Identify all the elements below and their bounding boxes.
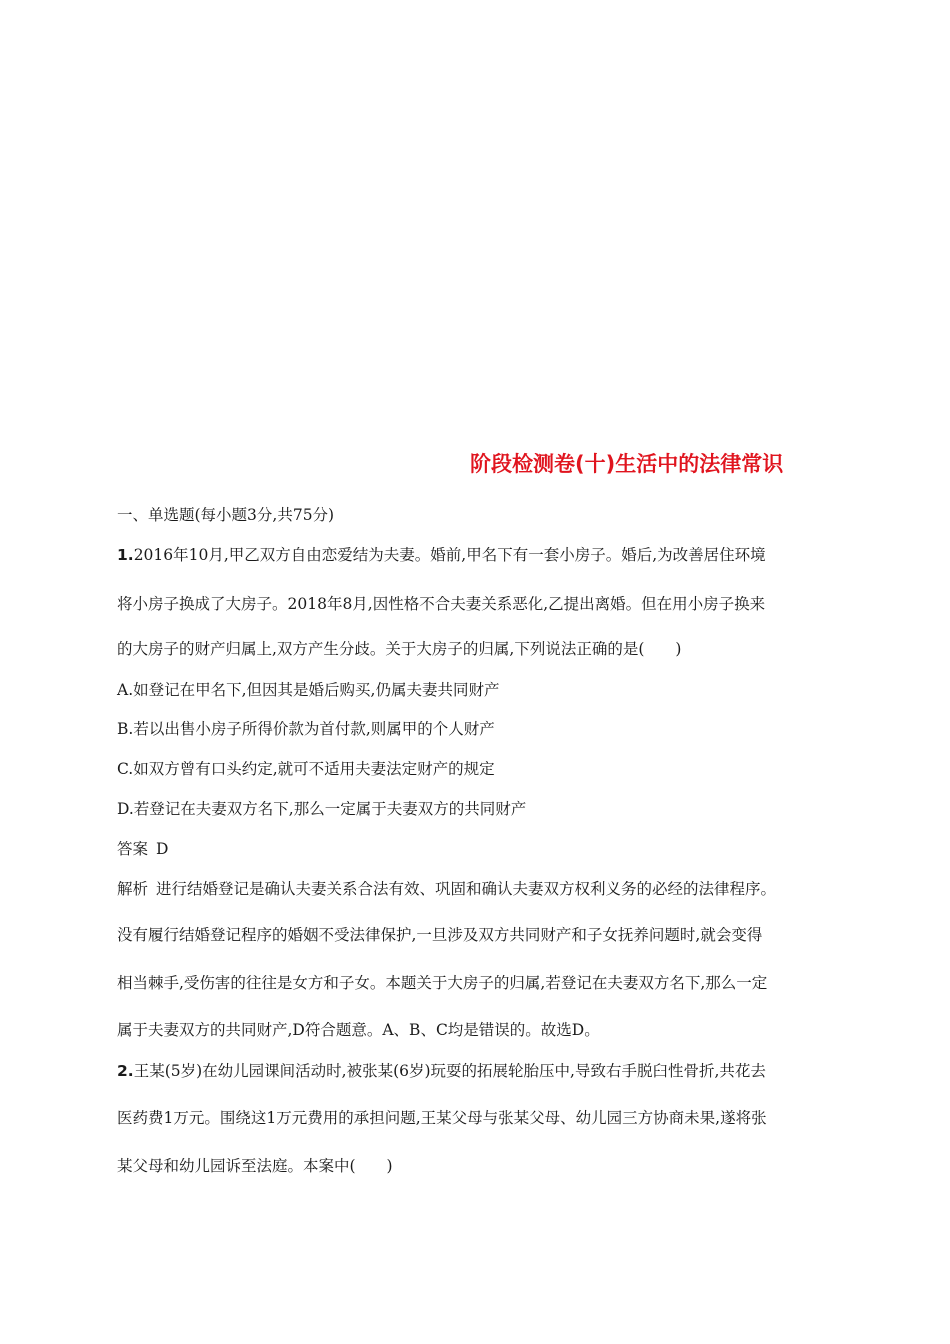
q1-text-1: 2016年10月,甲乙双方自由恋爱结为夫妻。婚前,甲名下有一套小房子。婚后,为改善居住环境 [133,546,766,564]
q1-option-d: D.若登记在夫妻双方名下,那么一定属于夫妻双方的共同财产 [117,800,527,818]
q2-line-3: 某父母和幼儿园诉至法庭。本案中( ) [117,1157,393,1175]
q1-answer [117,839,168,859]
q1-analysis-line-3: 相当棘手,受伤害的往往是女方和子女。本题关于大房子的归属,若登记在夫妻双方名下,那么一定 [117,974,768,992]
q2-number: 2. [117,1062,134,1080]
q1-number: 1. [117,546,134,564]
q1-line-1 [117,545,766,565]
q1-analysis-line-2: 没有履行结婚登记程序的婚姻不受法律保护,一旦涉及双方共同财产和子女抚养问题时,就会变得 [117,926,763,944]
q2-text-1: 王某(5岁)在幼儿园课间活动时,被张某(6岁)玩耍的拓展轮胎压中,导致右手脱臼性骨折,共花去 [133,1062,766,1080]
q1-analysis-line-4: 属于夫妻双方的共同财产,D符合题意。A、B、C均是错误的。故选D。 [117,1021,600,1039]
q1-analysis-line-1 [117,879,776,899]
analysis-label: 解析 [117,880,149,898]
q2-line-2: 医药费1万元。围绕这1万元费用的承担问题,王某父母与张某父母、幼儿园三方协商未果,遂将张 [117,1109,767,1127]
q1-option-c: C.如双方曾有口头约定,就可不适用夫妻法定财产的规定 [117,760,495,778]
section-heading: 一、单选题(每小题3分,共75分) [117,506,335,524]
answer-value: D [156,840,169,858]
q1-option-a: A.如登记在甲名下,但因其是婚后购买,仍属夫妻共同财产 [117,681,500,699]
answer-label: 答案 [117,840,149,858]
q1-option-b: B.若以出售小房子所得价款为首付款,则属甲的个人财产 [117,720,495,738]
q2-line-1 [117,1061,766,1081]
page-title: 阶段检测卷(十)生活中的法律常识 [470,452,784,476]
q1-line-2: 将小房子换成了大房子。2018年8月,因性格不合夫妻关系恶化,乙提出离婚。但在用小房子换来 [117,595,766,613]
analysis-text-1: 进行结婚登记是确认夫妻关系合法有效、巩固和确认夫妻双方权利义务的必经的法律程序。 [156,880,777,898]
q1-line-3: 的大房子的财产归属上,双方产生分歧。关于大房子的归属,下列说法正确的是( ) [117,640,682,658]
